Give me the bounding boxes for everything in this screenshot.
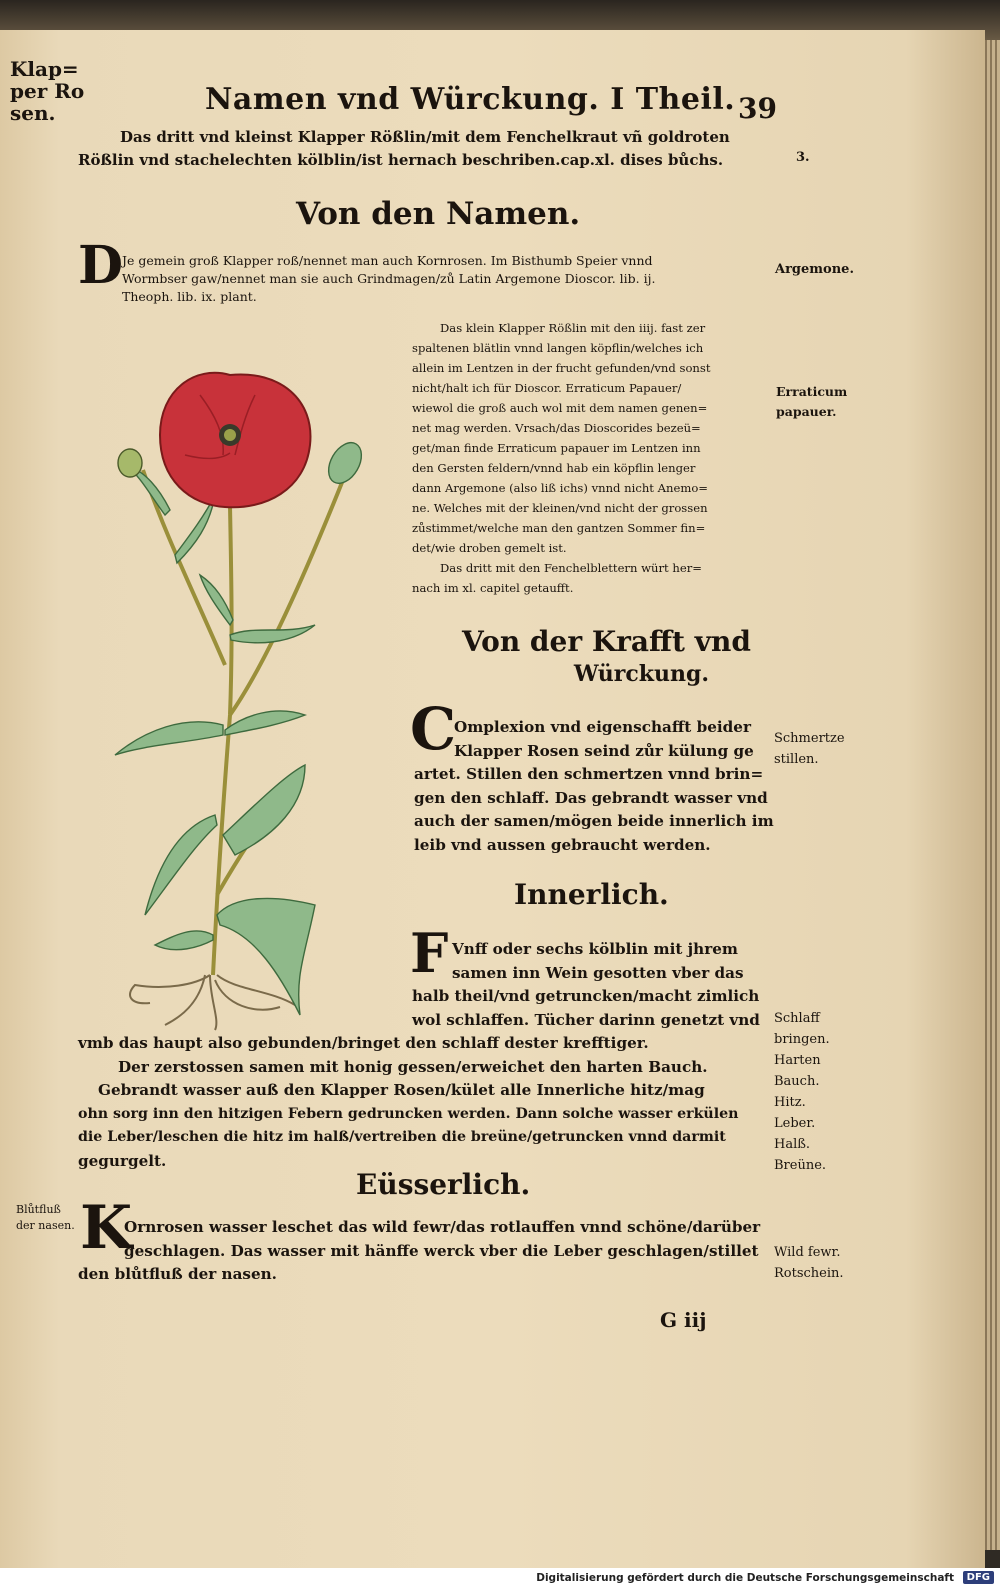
intro-margin-note: 3. bbox=[796, 150, 810, 165]
dropcap-d: D bbox=[78, 235, 124, 296]
page-number: 39 bbox=[738, 92, 777, 125]
intro-text: Das dritt vnd kleinst Klapper Rößlin/mit dem Fenchelkraut vñ goldroten Rößlin vnd stachelechten kölblin/ist hernach beschriben.cap.xl. dises bůchs. bbox=[78, 128, 730, 169]
inner-paragraph: Vnff oder sechs kölblin mit jhrem samen inn Wein gesotten vber das halb theil/vnd getruncken/macht zimlich wol schlaffen. Tücher darinn genetzt vnd vmb das haupt also gebunden/bringet den schlaff dester krefftiger. Der zerstossen samen mit honig gessen/erweichet den harten Bauch. Gebrandt wasser auß den Klapper Rosen/kület alle Innerliche hitz/mag ohn sorg inn den hitzigen Febern gedruncken werden. Dann solche wasser erkülen die Leber/leschen die hitz im halß/vertreiben die breüne/getruncken vnnd darmit gegurgelt. bbox=[78, 940, 760, 1170]
inner-margin-notes: Schlaff bringen. Harten Bauch. Hitz. Leber. Halß. Breüne. bbox=[774, 1011, 830, 1173]
heading-names: Von den Namen. bbox=[296, 196, 581, 232]
dropcap-c: C bbox=[410, 695, 457, 763]
dropcap-f: F bbox=[410, 921, 449, 985]
header-side-note: Klap= per Ro sen. bbox=[10, 57, 85, 125]
poppy-flower bbox=[160, 373, 310, 507]
footer-credit: Digitalisierung gefördert durch die Deutsche Forschungsgemeinschaft bbox=[536, 1572, 954, 1584]
outer-paragraph: Ornrosen wasser leschet das wild fewr/das rotlauffen vnnd schöne/darüber geschlagen. Das wasser mit hänffe werck vber die Leber geschlagen/stillet den blůtfluß der nasen. bbox=[78, 1218, 761, 1283]
signature-mark: G iij bbox=[660, 1308, 707, 1332]
kraft-margin-note: Schmertze stillen. bbox=[774, 731, 845, 767]
book-page bbox=[0, 30, 985, 1568]
names-paragraph: Je gemein groß Klapper roß/nennet man auch Kornrosen. Im Bisthumb Speier vnnd Wormbser gaw/nennet man sie auch Grindmagen/zů Latin Argemone Dioscor. lib. ij. Theoph. lib. ix. plant. bbox=[122, 253, 656, 304]
heading-kraft: Von der Krafft vnd Würckung. bbox=[462, 625, 751, 687]
outer-left-margin: Blůtfluß der nasen. bbox=[16, 1203, 75, 1232]
footer-bar bbox=[0, 1568, 1000, 1591]
names-column-text: Das klein Klapper Rößlin mit den iiij. fast zer spaltenen blätlin vnnd langen köpflin/welches ich allein im Lentzen in der frucht gefunden/vnd sonst nicht/halt ich für Dioscor. Erraticum Papauer/ wiewol die groß auch wol mit dem namen genen= net mag werden. Vrsach/das Dioscorides bezeü= get/man finde Erraticum papauer im Lentzen inn den Gersten feldern/vnnd hab ein köpflin lenger dann Argemone (also liß ichs) vnnd nicht Anemo= ne. Welches mit der kleinen/vnd nicht der grossen zůstimmet/welche man den gantzen Sommer fin= det/wie droben gemelt ist. Das dritt mit den Fenchelblettern würt her= nach im xl. capitel getaufft. bbox=[412, 321, 711, 595]
heading-inner: Innerlich. bbox=[514, 878, 669, 911]
kraft-paragraph: Omplexion vnd eigenschafft beider Klapper Rosen seind zůr külung ge artet. Stillen den schmertzen vnnd brin= gen den schlaff. Das gebrandt wasser vnd auch der samen/mögen beide innerlich im leib vnd aussen gebraucht werden. bbox=[414, 718, 774, 854]
page-title: Namen vnd Würckung. I Theil. bbox=[205, 82, 736, 117]
column-margin-note: Erraticum papauer. bbox=[776, 384, 848, 419]
names-margin-note: Argemone. bbox=[775, 262, 854, 277]
dfg-logo: DFG bbox=[963, 1571, 994, 1584]
dropcap-k: K bbox=[80, 1193, 133, 1263]
heading-outer: Eüsserlich. bbox=[356, 1168, 531, 1201]
outer-margin-notes: Wild fewr. Rotschein. bbox=[774, 1245, 844, 1281]
